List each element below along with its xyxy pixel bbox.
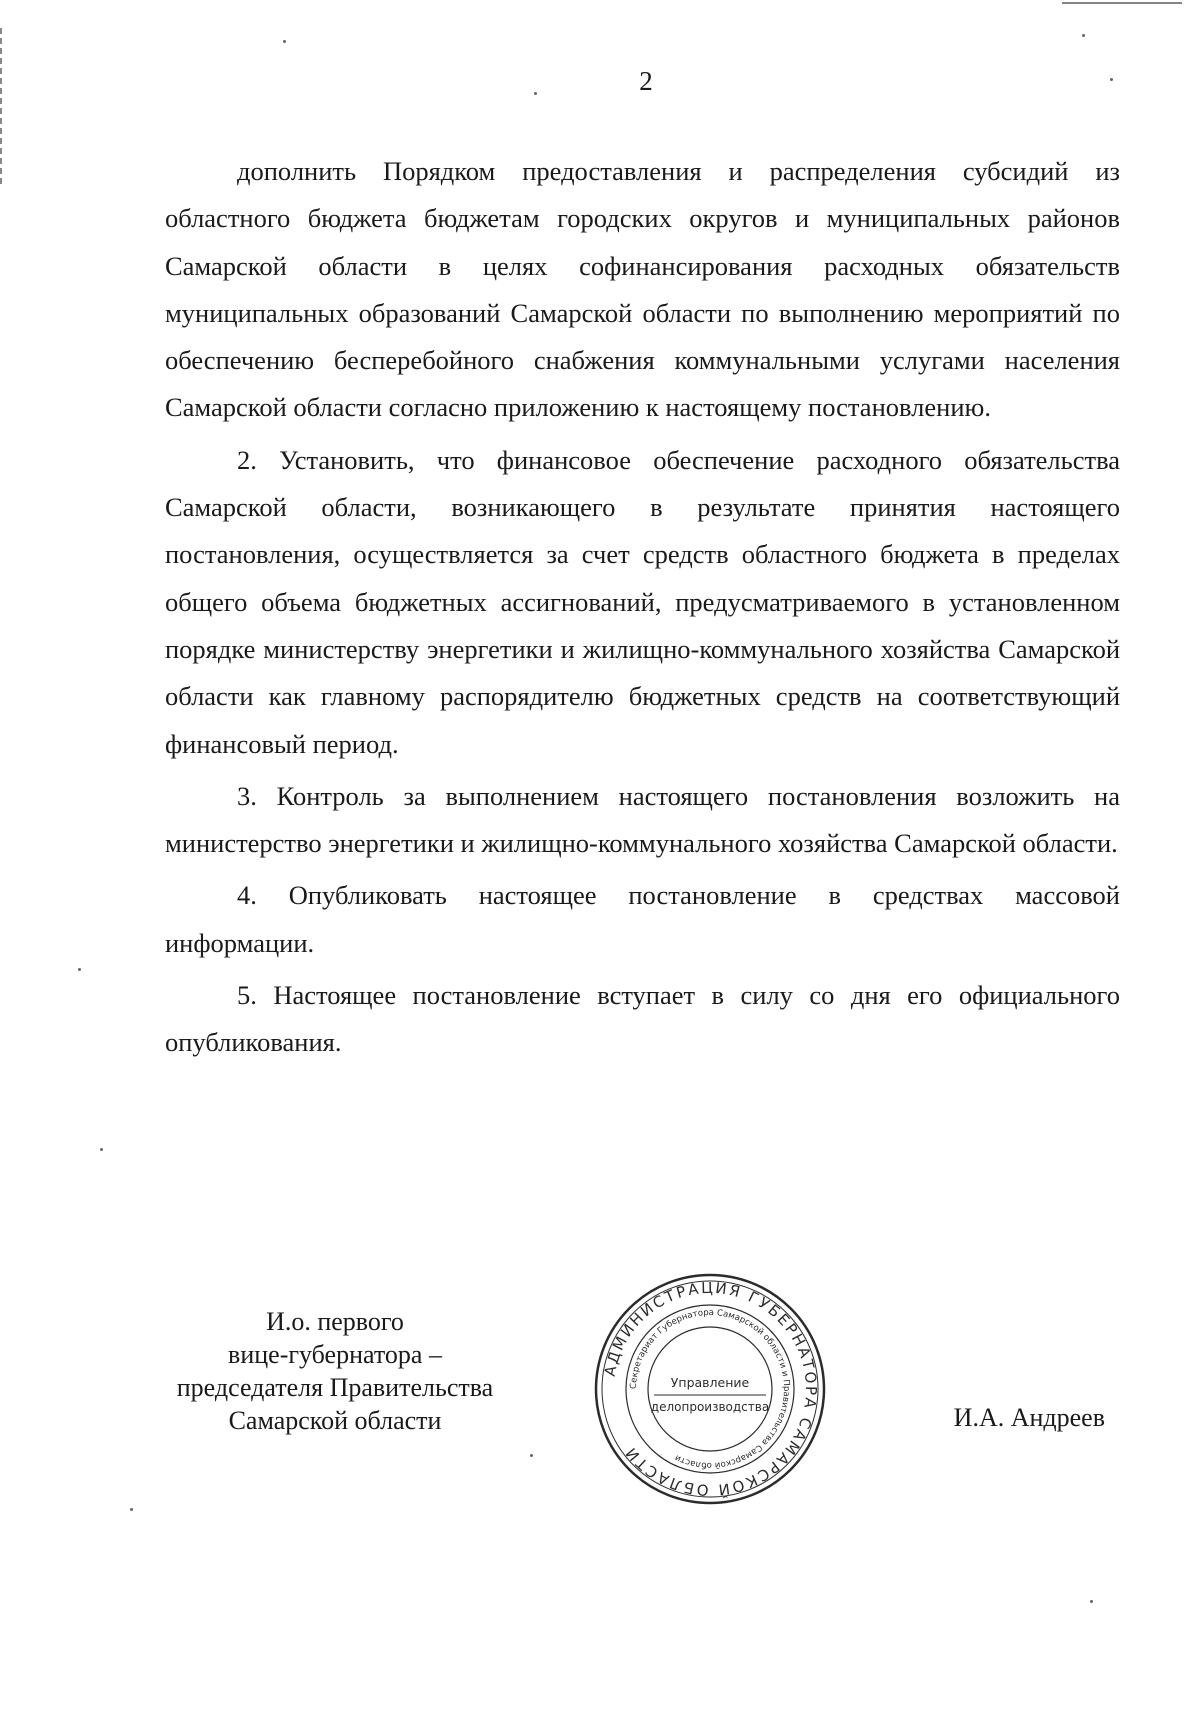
seal-center-line-2: делопроизводства — [650, 1400, 770, 1414]
scan-edge-artifact — [0, 28, 2, 188]
official-seal — [590, 1269, 830, 1509]
signature-block — [0, 1278, 1200, 1535]
paragraph-2: 2. Установить, что финансовое обеспечение расходного обязательства Самарской области, возникающего в результате принятия настоящего постановления, осуществляется за счет средств областного бюджета в пределах общего объема бюджетных ассигнований, предусматриваемого в установленном порядке министерству энергетики и жилищно-коммунального хозяйства Самарской области как главному распорядителю бюджетных средств на соответствующий финансовый период. — [165, 444, 1120, 759]
scan-speck — [78, 968, 81, 971]
signatory-position — [150, 1305, 520, 1437]
seal-inner-text: Секретариат Губернатора Самарской области и Правительства Самарской области — [628, 1307, 792, 1471]
scan-speck — [130, 1508, 133, 1511]
seal-center-line-1: Управление — [670, 1375, 750, 1390]
paragraph-5: 5. Настоящее постановление вступает в силу со дня его официального опубликования. — [165, 980, 1120, 1058]
scan-speck — [283, 40, 286, 43]
paragraph-1: дополнить Порядком предоставления и распределения субсидий из областного бюджета бюджетам городских округов и муниципальных районов Самарской области в целях софинансирования расходных обязательств муниципальных образований Самарской области по выполнению мероприятий по обеспечению бесперебойного снабжения коммунальными услугами населения Самарской области согласно приложению к настоящему постановлению. — [165, 156, 1120, 423]
scan-speck — [100, 1148, 103, 1151]
scan-top-line — [1062, 2, 1182, 4]
scan-speck — [1110, 78, 1113, 81]
seal-graphic — [590, 1269, 830, 1509]
paragraph-4: 4. Опубликовать настоящее постановление в средствах массовой информации. — [165, 880, 1120, 958]
page-number: 2 — [639, 66, 653, 96]
position-line-4: Самарской области — [228, 1406, 442, 1435]
seal-outer-text: АДМИНИСТРАЦИЯ ГУБЕРНАТОРА САМАРСКОЙ ОБЛАСТИ — [600, 1278, 821, 1500]
position-line-2: вице-губернатора – — [228, 1340, 442, 1369]
scan-speck — [1082, 34, 1085, 37]
document-body — [165, 148, 1120, 1072]
position-line-1: И.о. первого — [266, 1307, 404, 1336]
scan-speck — [530, 1454, 533, 1457]
scan-speck — [1090, 1600, 1093, 1603]
signatory-name: И.А. Андреев — [953, 1403, 1105, 1432]
scan-speck — [534, 92, 537, 95]
position-line-3: председателя Правительства — [176, 1373, 494, 1402]
paragraph-3: 3. Контроль за выполнением настоящего постановления возложить на министерство энергетики и жилищно-коммунального хозяйства Самарской области. — [165, 780, 1120, 859]
